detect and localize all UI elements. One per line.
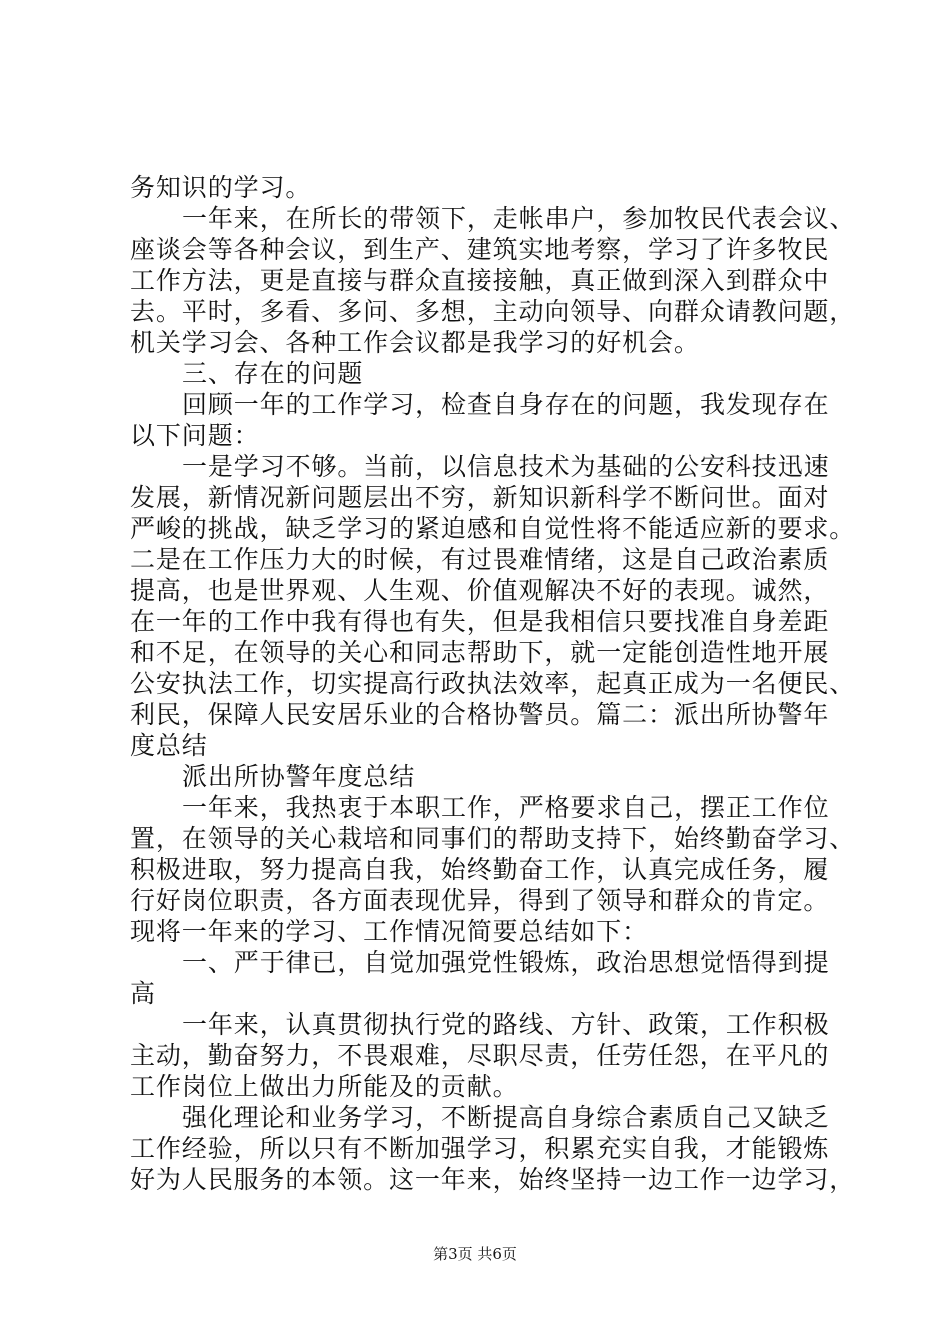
page-number-footer: 第3页 共6页 [433, 1245, 517, 1263]
text-line: 高 [130, 979, 156, 1008]
document-body [130, 172, 856, 1195]
section-heading: 一、严于律已，自觉加强党性锻炼，政治思想觉悟得到提 [182, 948, 830, 977]
section-heading: 三、存在的问题 [182, 359, 364, 388]
text-line: 在一年的工作中我有得也有失，但是我相信只要找准自身差距 [130, 607, 830, 636]
text-line: 好为人民服务的本领。这一年来，始终坚持一边工作一边学习， [130, 1165, 856, 1194]
paragraph-start: 强化理论和业务学习，不断提高自身综合素质自己又缺乏 [182, 1103, 830, 1132]
text-line: 和不足，在领导的关心和同志帮助下，就一定能创造性地开展 [130, 638, 830, 667]
text-line: 公安执法工作，切实提高行政执法效率，起真正成为一名便民、 [130, 669, 856, 698]
paragraph-start: 一年来，认真贯彻执行党的路线、方针、政策，工作积极 [182, 1010, 830, 1039]
text-line: 度总结 [130, 731, 208, 760]
text-line: 提高，也是世界观、人生观、价值观解决不好的表现。诚然， [130, 576, 830, 605]
text-line: 严峻的挑战，缺乏学习的紧迫感和自觉性将不能适应新的要求。 [130, 514, 856, 543]
document-title: 派出所协警年度总结 [182, 762, 416, 791]
paragraph-start: 一年来，我热衷于本职工作，严格要求自己，摆正工作位 [182, 793, 830, 822]
text-line: 以下问题： [130, 421, 260, 450]
text-line: 置，在领导的关心栽培和同事们的帮助支持下，始终勤奋学习、 [130, 824, 856, 853]
text-line: 工作经验，所以只有不断加强学习，积累充实自我，才能锻炼 [130, 1134, 830, 1163]
text-line: 利民，保障人民安居乐业的合格协警员。篇二：派出所协警年 [130, 700, 830, 729]
text-line: 二是在工作压力大的时候，有过畏难情绪，这是自己政治素质 [130, 545, 830, 574]
paragraph-start: 回顾一年的工作学习，检查自身存在的问题，我发现存在 [182, 390, 830, 419]
text-line: 工作方法，更是直接与群众直接接触，真正做到深入到群众中 [130, 266, 830, 295]
paragraph-start: 一是学习不够。当前，以信息技术为基础的公安科技迅速 [182, 452, 830, 481]
text-line: 务知识的学习。 [130, 173, 312, 202]
paragraph-start: 一年来，在所长的带领下，走帐串户，参加牧民代表会议、 [182, 204, 856, 233]
text-line: 去。平时，多看、多问、多想，主动向领导、向群众请教问题， [130, 297, 856, 326]
text-line: 座谈会等各种会议，到生产、建筑实地考察，学习了许多牧民 [130, 235, 830, 264]
text-line: 机关学习会、各种工作会议都是我学习的好机会。 [130, 328, 700, 357]
text-line: 现将一年来的学习、工作情况简要总结如下： [130, 917, 649, 946]
text-line: 发展，新情况新问题层出不穷，新知识新科学不断问世。面对 [130, 483, 830, 512]
text-line: 行好岗位职责，各方面表现优异，得到了领导和群众的肯定。 [130, 886, 830, 915]
text-line: 积极进取，努力提高自我，始终勤奋工作，认真完成任务，履 [130, 855, 830, 884]
text-line: 工作岗位上做出力所能及的贡献。 [130, 1072, 519, 1101]
text-line: 主动，勤奋努力，不畏艰难，尽职尽责，任劳任怨，在平凡的 [130, 1041, 830, 1070]
